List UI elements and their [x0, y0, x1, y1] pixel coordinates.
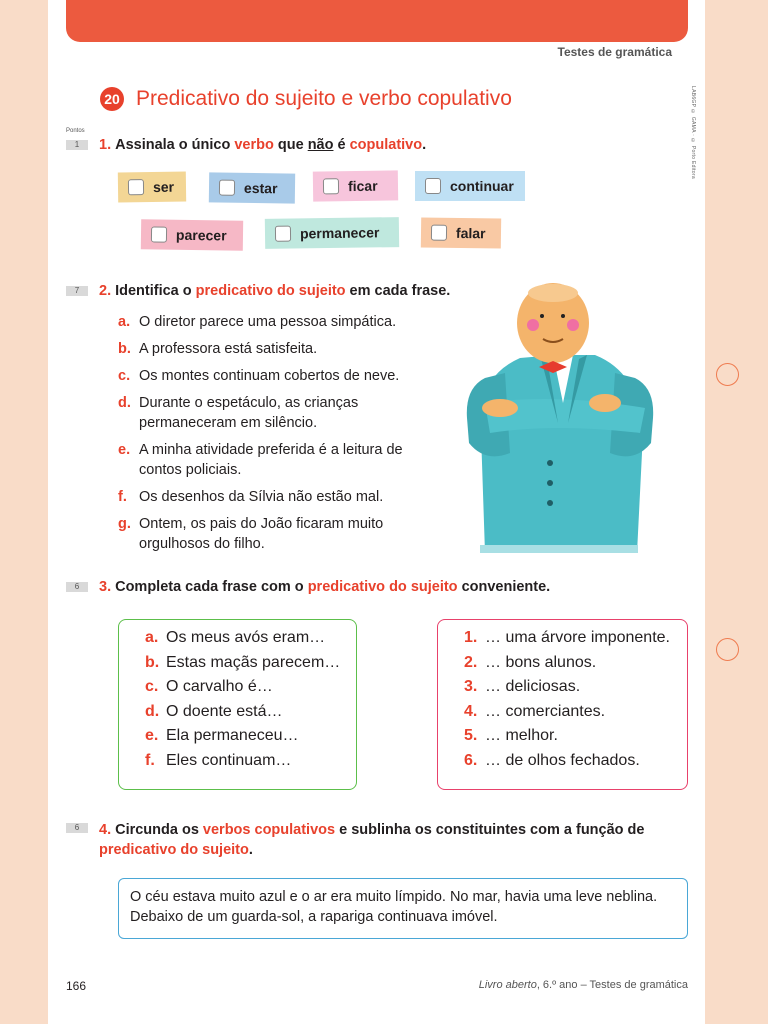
item-text: … de olhos fechados.	[485, 751, 640, 769]
item-letter: e.	[118, 442, 131, 458]
q-text: Circunda os	[115, 822, 203, 838]
item-text: A professora está satisfeita.	[139, 341, 318, 357]
item-letter: 1.	[464, 629, 478, 646]
list-item	[118, 366, 418, 386]
checkbox[interactable]	[219, 180, 235, 196]
points-label: Pontos	[66, 128, 85, 134]
predicate-options-box	[437, 619, 688, 790]
points-badge: 1	[66, 140, 88, 150]
q-highlight: copulativo	[349, 137, 423, 153]
verb-option-6[interactable]	[421, 217, 501, 248]
list-item	[118, 514, 418, 554]
item-letter: c.	[145, 678, 159, 695]
question-number: 3.	[99, 579, 112, 595]
checkbox[interactable]	[128, 179, 144, 195]
q-highlight: predicativo do sujeito	[307, 579, 458, 595]
q-text: Assinala o único	[115, 137, 235, 153]
item-text: Ontem, os pais do João ficaram muito orgulhosos do filho.	[139, 516, 384, 552]
points-badge: 7	[66, 286, 88, 296]
checkbox[interactable]	[323, 178, 339, 194]
checkbox[interactable]	[431, 225, 447, 241]
item-text: Os desenhos da Sílvia não estão mal.	[139, 489, 384, 505]
verb-option-0[interactable]	[118, 172, 186, 203]
q-text: Completa cada frase com o	[115, 579, 308, 595]
item-text: … comerciantes.	[485, 702, 606, 720]
list-item	[118, 440, 418, 480]
item-text: O doente está…	[166, 702, 283, 720]
q-text: que	[273, 137, 308, 153]
checkbox[interactable]	[275, 226, 291, 242]
q-text: conveniente.	[457, 579, 551, 595]
book-title: Livro aberto	[478, 979, 537, 991]
item-letter: g.	[118, 516, 131, 532]
book-footer	[479, 979, 688, 991]
item-letter: a.	[118, 314, 131, 330]
title-number-badge: 20	[100, 87, 124, 111]
verb-option-2[interactable]	[313, 170, 398, 201]
list-item	[118, 312, 418, 332]
item-letter: d.	[118, 395, 131, 411]
item-letter: 5.	[464, 727, 478, 744]
question-2	[99, 283, 450, 299]
item-text: … melhor.	[485, 727, 558, 744]
book-subtitle: , 6.º ano – Testes de gramática	[536, 979, 688, 991]
item-letter: 3.	[464, 678, 478, 695]
q-highlight: predicativo do sujeito	[195, 283, 346, 299]
verb-option-label: permanecer	[299, 224, 380, 242]
page-number: 166	[66, 979, 87, 993]
verb-option-label: parecer	[175, 226, 227, 244]
list-item	[464, 703, 687, 721]
item-letter: b.	[145, 653, 160, 671]
section-label: Testes de gramática	[557, 45, 672, 59]
checkbox[interactable]	[425, 178, 441, 194]
list-item	[464, 654, 687, 672]
verb-option-3[interactable]	[415, 171, 525, 201]
item-letter: b.	[118, 341, 131, 357]
list-item	[464, 678, 687, 696]
item-letter: a.	[145, 629, 159, 646]
item-text: Ela permaneceu…	[166, 727, 299, 744]
q-underlined: não	[307, 137, 334, 153]
list-item	[464, 629, 687, 647]
teacher-illustration	[455, 283, 665, 553]
q-text: é	[333, 137, 350, 153]
item-text: Os meus avós eram…	[166, 629, 326, 646]
list-item	[464, 727, 687, 745]
item-text: Os montes continuam cobertos de neve.	[139, 368, 400, 384]
list-item	[118, 393, 418, 433]
verb-option-label: falar	[455, 224, 486, 242]
points-badge: 6	[66, 823, 88, 833]
verb-option-label: ficar	[347, 177, 378, 195]
item-letter: d.	[145, 702, 160, 720]
sentence-list	[118, 312, 418, 561]
q-text: em cada frase.	[345, 283, 451, 299]
item-text: … uma árvore imponente.	[485, 629, 670, 646]
verb-option-4[interactable]	[141, 219, 243, 250]
side-credit: LAB6GP © GAMA · © Porto Editora	[690, 86, 696, 179]
q-text: Identifica o	[115, 283, 196, 299]
list-item	[145, 752, 356, 770]
item-text: … deliciosas.	[485, 678, 581, 695]
page-title	[100, 87, 512, 111]
item-text: A minha atividade preferida é a leitura de contos policiais.	[139, 442, 403, 478]
list-item	[118, 339, 418, 359]
item-text: … bons alunos.	[485, 653, 597, 671]
passage-box[interactable]: O céu estava muito azul e o ar era muito límpido. No mar, havia uma leve neblina. Debaixo de um guarda-sol, a rapariga continuava imóvel.	[118, 878, 688, 939]
item-letter: 4.	[464, 702, 478, 720]
question-number: 2.	[99, 283, 112, 299]
list-item	[118, 487, 418, 507]
list-item	[145, 629, 356, 647]
list-item	[464, 752, 687, 770]
list-item	[145, 654, 356, 672]
list-item	[145, 727, 356, 745]
item-letter: 6.	[464, 751, 478, 769]
item-text: O diretor parece uma pessoa simpática.	[139, 314, 397, 330]
item-letter: c.	[118, 368, 131, 384]
item-text: Estas maçãs parecem…	[166, 653, 341, 671]
verb-option-label: ser	[152, 178, 175, 195]
verb-option-label: continuar	[450, 178, 514, 194]
question-1	[99, 137, 426, 153]
q-highlight: verbo	[234, 137, 274, 153]
item-text: Durante o espetáculo, as crianças permaneceram em silêncio.	[139, 395, 359, 431]
verb-option-5[interactable]	[265, 217, 399, 249]
top-decorative-band	[66, 0, 688, 42]
q-text: e sublinha os constituintes com a função de	[335, 822, 645, 838]
item-letter: e.	[145, 727, 159, 744]
item-text: O carvalho é…	[166, 678, 273, 695]
title-text: Predicativo do sujeito e verbo copulativo	[136, 87, 512, 110]
question-3	[99, 579, 550, 595]
q-highlight: predicativo do sujeito	[99, 842, 249, 858]
verb-option-label: estar	[243, 179, 278, 197]
verb-option-1[interactable]	[209, 172, 295, 203]
question-number: 1.	[99, 137, 112, 153]
binder-hole	[716, 638, 739, 661]
q-text: .	[248, 842, 253, 858]
item-letter: f.	[118, 489, 127, 505]
item-letter: f.	[145, 751, 155, 769]
binder-hole	[716, 363, 739, 386]
item-text: Eles continuam…	[166, 751, 292, 769]
q-highlight: verbos copulativos	[202, 822, 336, 838]
question-4	[99, 820, 689, 860]
checkbox[interactable]	[151, 226, 167, 242]
q-text: .	[422, 137, 427, 153]
question-number: 4.	[99, 822, 112, 838]
sentence-starts-box	[118, 619, 357, 790]
item-letter: 2.	[464, 653, 478, 671]
list-item	[145, 678, 356, 696]
points-badge: 6	[66, 582, 88, 592]
list-item	[145, 703, 356, 721]
